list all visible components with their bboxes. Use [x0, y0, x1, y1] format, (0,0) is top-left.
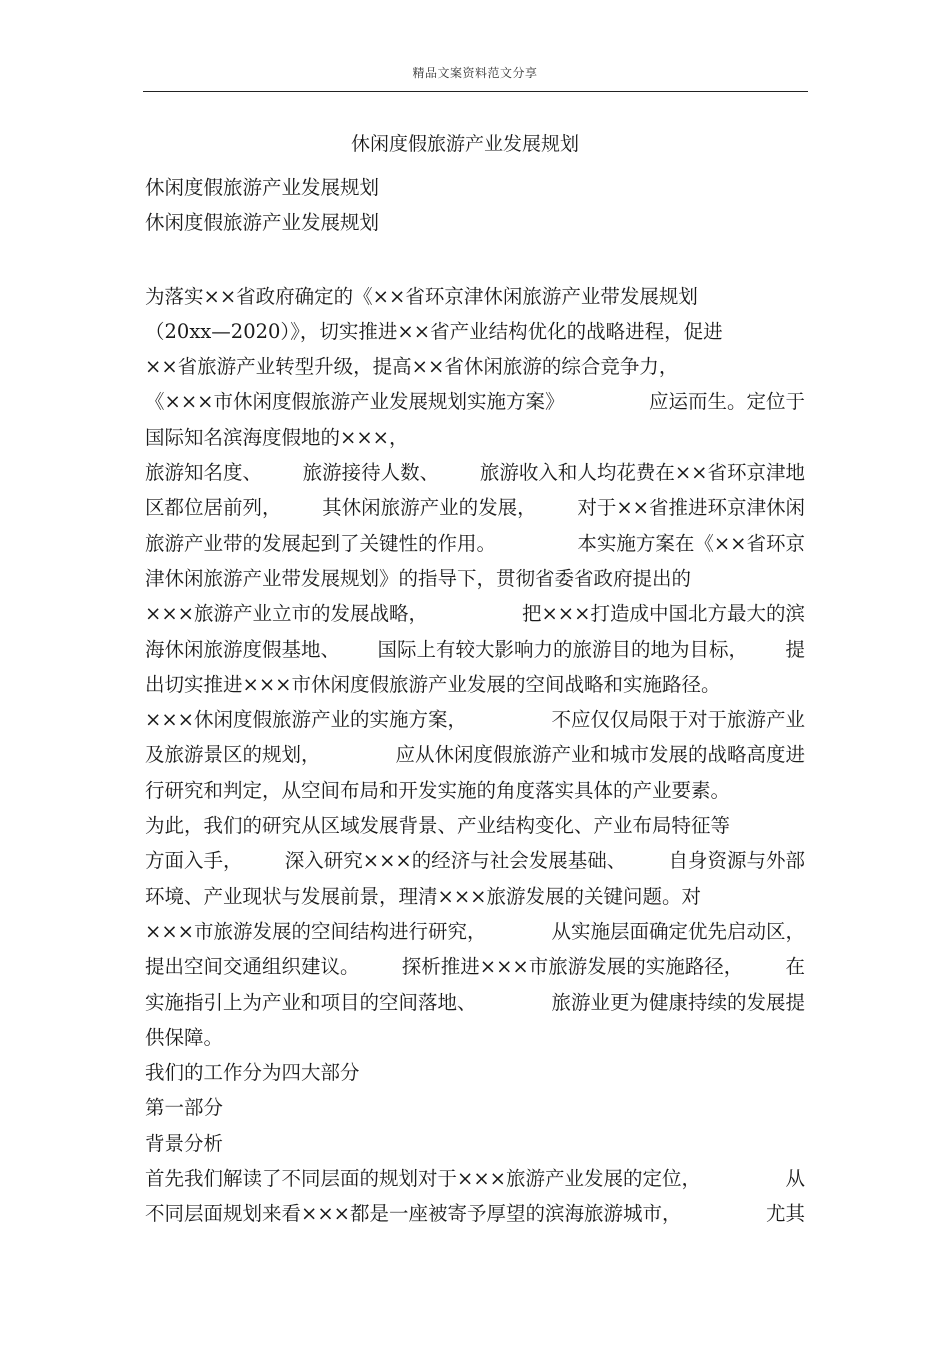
text-line: 供保障。	[145, 1025, 224, 1049]
text-line	[145, 737, 805, 772]
text-line: 背景分析	[145, 1131, 224, 1155]
page-header: 精品文案资料范文分享	[412, 66, 538, 80]
text-segment: 国际上有较大影响力的旅游目的地为目标，	[377, 637, 748, 661]
text-line	[145, 490, 805, 525]
text-line: 我们的工作分为四大部分	[145, 1061, 360, 1085]
text-line: 第一部分	[145, 1096, 224, 1120]
text-segment: 对于××省推进环京津休闲	[577, 496, 805, 520]
text-segment: 实施指引上为产业和项目的空间落地、	[145, 990, 477, 1014]
text-segment: 旅游收入和人均花费在××省环京津地	[479, 461, 805, 485]
intro-line: 休闲度假旅游产业发展规划	[145, 176, 380, 199]
header-divider	[143, 91, 808, 92]
text-line: 环境、产业现状与发展前景，理清×××旅游发展的关键问题。对	[145, 884, 702, 908]
text-segment: 方面入手，	[145, 849, 243, 873]
text-line: 行研究和判定，从空间布局和开发实施的角度落实具体的产业要素。	[145, 778, 731, 802]
text-segment: 把×××打造成中国北方最大的滨	[521, 602, 805, 626]
text-segment: 探析推进×××市旅游发展的实施路径，	[401, 955, 744, 979]
text-segment: 海休闲旅游度假基地、	[145, 637, 341, 661]
text-line: ××省旅游产业转型升级，提高××省休闲旅游的综合竞争力，	[145, 355, 679, 379]
text-segment: 应从休闲度假旅游产业和城市发展的战略高度进	[395, 743, 805, 767]
text-segment: 深入研究×××的经济与社会发展基础、	[284, 849, 627, 873]
text-line: 为落实××省政府确定的《××省环京津休闲旅游产业带发展规划	[145, 284, 698, 308]
body-paragraph	[145, 279, 810, 1232]
text-segment: 自身资源与外部	[668, 849, 805, 873]
text-line	[145, 1196, 805, 1231]
text-segment: 不应仅仅局限于对于旅游产业	[551, 708, 805, 732]
text-line	[145, 384, 805, 419]
document-title: 休闲度假旅游产业发展规划	[350, 133, 579, 155]
text-line	[145, 455, 805, 490]
text-line	[145, 843, 805, 878]
text-line	[145, 985, 805, 1020]
text-segment: 从实施层面确定优先启动区，	[551, 919, 805, 943]
text-segment: 提	[785, 637, 805, 661]
text-segment: 不同层面规划来看×××都是一座被寄予厚望的滨海旅游城市，	[145, 1202, 682, 1226]
text-line	[145, 949, 805, 984]
text-segment: 旅游知名度、	[145, 461, 263, 485]
text-segment: ×××市旅游发展的空间结构进行研究，	[145, 919, 487, 943]
text-line	[145, 526, 805, 561]
intro-line: 休闲度假旅游产业发展规划	[145, 211, 380, 235]
text-segment: 旅游产业带的发展起到了关键性的作用。	[145, 531, 497, 555]
text-segment: 及旅游景区的规划，	[145, 743, 321, 767]
text-line: 国际知名滨海度假地的×××，	[145, 425, 409, 449]
text-segment: 本实施方案在《××省环京	[577, 531, 805, 555]
text-line: 津休闲旅游产业带发展规划》的指导下，贯彻省委省政府提出的	[145, 566, 692, 590]
text-line	[145, 632, 805, 667]
text-line: 出切实推进×××市休闲度假旅游产业发展的空间战略和实施路径。	[145, 672, 721, 696]
text-segment: 从	[785, 1167, 805, 1191]
text-line	[145, 702, 805, 737]
document-body	[145, 170, 810, 1232]
text-segment: 其休闲旅游产业的发展，	[322, 496, 537, 520]
text-line	[145, 596, 805, 631]
text-line	[145, 914, 805, 949]
text-segment: ×××旅游产业立市的发展战略，	[145, 602, 429, 626]
text-line: 为此，我们的研究从区域发展背景、产业结构变化、产业布局特征等	[145, 814, 731, 838]
text-segment: 《×××市休闲度假旅游产业发展规划实施方案》	[145, 390, 565, 414]
text-segment: 旅游业更为健康持续的发展提	[551, 990, 805, 1014]
text-segment: 应运而生。定位于	[648, 390, 805, 414]
text-segment: 旅游接待人数、	[302, 461, 440, 485]
text-segment: 在	[785, 955, 805, 979]
text-segment: 首先我们解读了不同层面的规划对于×××旅游产业发展的定位，	[145, 1167, 702, 1191]
blank-line	[145, 241, 810, 279]
text-line	[145, 1161, 805, 1196]
text-segment: 提出空间交通组织建议。	[145, 955, 360, 979]
text-segment: ×××休闲度假旅游产业的实施方案，	[145, 708, 468, 732]
text-segment: 区都位居前列，	[145, 496, 282, 520]
text-segment: 尤其	[765, 1202, 805, 1226]
text-line: （20xx—2020）》，切实推进××省产业结构优化的战略进程，促进	[145, 319, 723, 343]
